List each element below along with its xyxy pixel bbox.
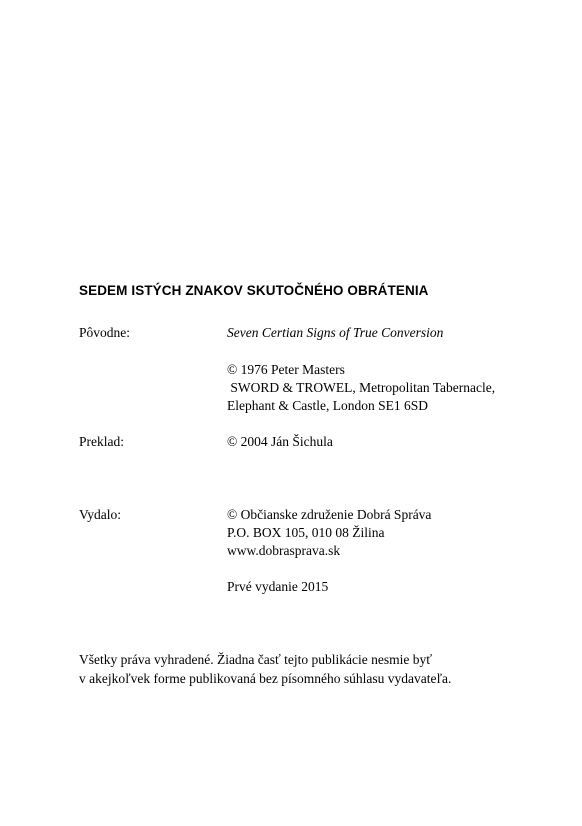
- original-label: Pôvodne:: [79, 325, 131, 340]
- page-title: SEDEM ISTÝCH ZNAKOV SKUTOČNÉHO OBRÁTENIA: [79, 283, 429, 298]
- original-copyright-block: [227, 361, 495, 415]
- original-copyright-line: SWORD & TROWEL, Metropolitan Tabernacle,: [227, 380, 496, 395]
- publisher-website-link[interactable]: www.dobraspravа.sk: [227, 543, 341, 558]
- publisher-line: P.O. BOX 105, 010 08 Žilina: [227, 525, 385, 540]
- rights-notice: [79, 650, 451, 688]
- rights-line: Všetky práva vyhradené. Žiadna časť tejto publikácie nesmie byť: [79, 652, 433, 667]
- publisher-block: [227, 506, 431, 560]
- translation-value: © 2004 Ján Šichula: [227, 434, 333, 449]
- original-copyright-line: © 1976 Peter Masters: [227, 362, 345, 377]
- translation-label: Preklad:: [79, 434, 124, 449]
- edition: Prvé vydanie 2015: [227, 579, 329, 594]
- original-copyright-line: Elephant & Castle, London SE1 6SD: [227, 398, 428, 413]
- publisher-line: © Občianske združenie Dobrá Správa: [227, 507, 432, 522]
- publisher-label: Vydalo:: [79, 507, 121, 522]
- rights-line: v akejkoľvek forme publikovaná bez písomného súhlasu vydavateľa.: [79, 671, 452, 686]
- original-work-title: Seven Certian Signs of True Conversion: [227, 325, 444, 340]
